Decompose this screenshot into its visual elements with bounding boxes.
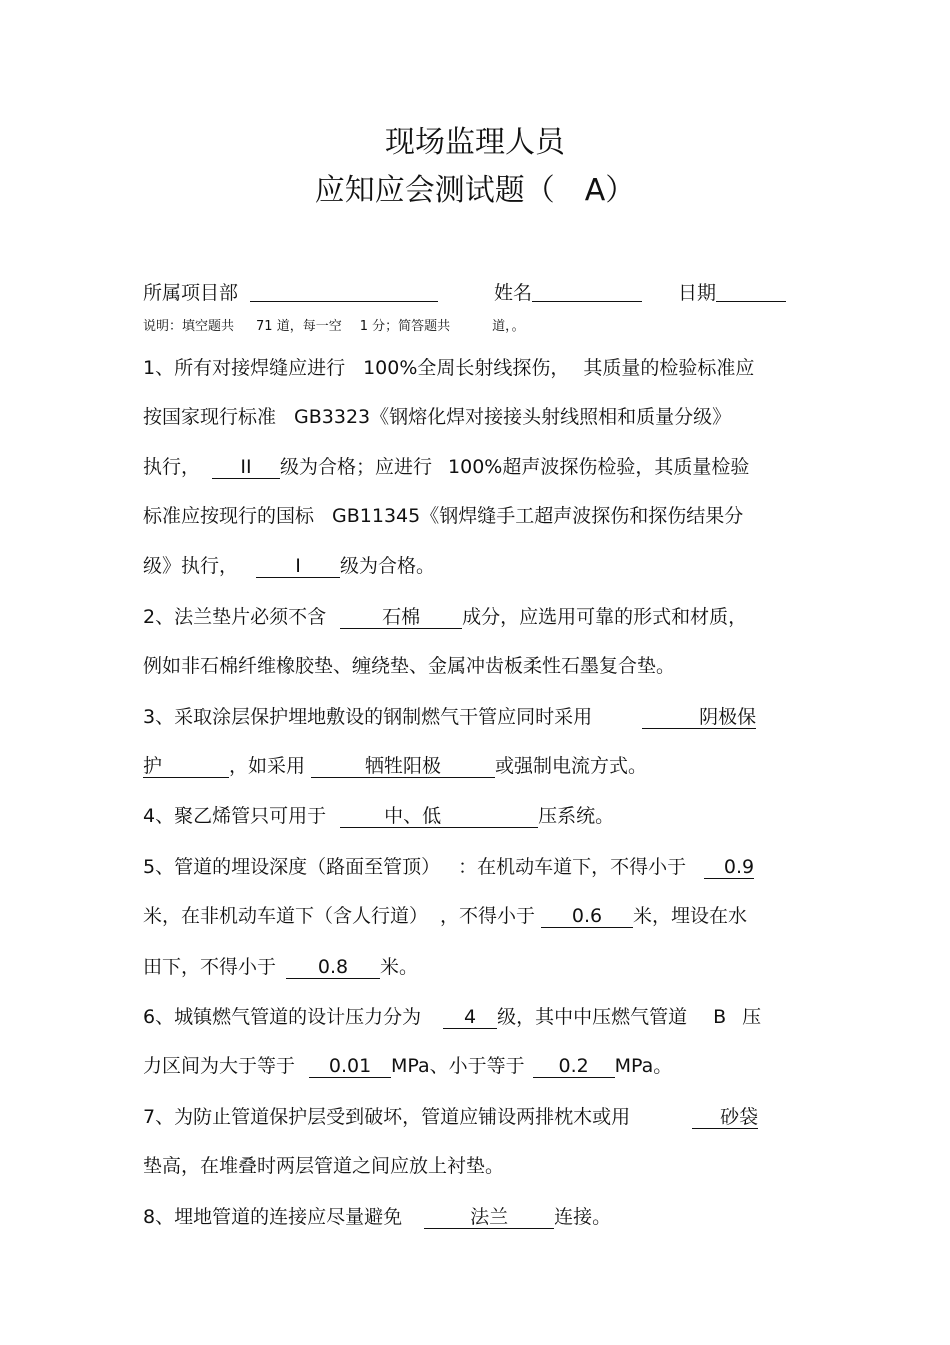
q6-line2 <box>143 1053 672 1079</box>
text: 级为合格。 <box>340 555 436 577</box>
q3-line1 <box>143 704 756 730</box>
q2-line2: 例如非石棉纤维橡胶垫、缠绕垫、金属冲齿板柔性石墨复合垫。 <box>143 655 676 677</box>
date-label: 日期 <box>678 282 717 304</box>
text: B <box>713 1006 727 1028</box>
text: 标准应按现行的国标 <box>143 505 315 527</box>
text: 连接。 <box>554 1206 612 1228</box>
text: 8、埋地管道的连接应尽量避免 <box>143 1206 403 1228</box>
q1-blank-1[interactable]: II <box>212 456 280 479</box>
text: 米，埋设在水 <box>633 905 748 927</box>
text: 1、所有对接焊缝应进行 <box>143 357 346 379</box>
text: 6、城镇燃气管道的设计压力分为 <box>143 1006 422 1028</box>
name-label: 姓名 <box>494 282 533 304</box>
text: 成分，应选用可靠的形式和材质， <box>462 606 748 628</box>
text: 3、采取涂层保护埋地敷设的钢制燃气干管应同时采用 <box>143 706 593 728</box>
page-title-line1: 现场监理人员 <box>385 125 565 160</box>
q2-line1 <box>143 604 747 630</box>
text: 100%全周长射线探伤， <box>363 357 570 379</box>
q7-line2: 垫高，在堆叠时两层管道之间应放上衬垫。 <box>143 1155 505 1177</box>
note-part: 1 分；简答题共 <box>359 319 451 334</box>
q5-blank-3[interactable]: 0.8 <box>286 956 380 979</box>
q5-line2 <box>143 903 747 929</box>
q3-blank-1a[interactable]: 阴极保 <box>642 706 756 729</box>
q3-blank-1b[interactable]: 护 <box>143 755 229 778</box>
q1-line4 <box>143 503 743 529</box>
text: 田下，不得小于 <box>143 956 277 978</box>
text: 5、管道的埋设深度（路面至管顶） <box>143 856 441 878</box>
q2-blank-1[interactable]: 石棉 <box>340 606 462 629</box>
note-part: 71 道，每一空 <box>256 319 342 334</box>
q1-line2 <box>143 404 731 430</box>
q8-blank[interactable]: 法兰 <box>424 1206 554 1229</box>
text: ，不得小于 <box>440 905 536 927</box>
text: 7、为防止管道保护层受到破坏，管道应铺设两排枕木或用 <box>143 1106 631 1128</box>
q7-line1 <box>143 1104 758 1130</box>
text: 米。 <box>380 956 419 978</box>
text: 4、聚乙烯管只可用于 <box>143 805 327 827</box>
title-text: 应知应会测试题（ <box>314 173 555 208</box>
q1-line3 <box>143 454 749 480</box>
q3-blank-2[interactable]: 牺牲阳极 <box>311 755 495 778</box>
text: GB3323《钢熔化焊对接接头射线照相和质量分级》 <box>294 406 732 428</box>
note-part: 说明：填空题共 <box>143 319 235 334</box>
q4-line <box>143 803 614 829</box>
text: 100%超声波探伤检验，其质量检验 <box>448 456 750 478</box>
text: 其质量的检验标准应 <box>583 357 755 379</box>
q1-blank-2[interactable]: I <box>256 555 340 578</box>
q5-line1 <box>143 854 754 880</box>
text: 执行， <box>143 456 201 478</box>
q6-blank-2[interactable]: 0.01 <box>309 1055 391 1078</box>
text: 或强制电流方式。 <box>495 755 648 777</box>
text: MPa。 <box>614 1055 673 1077</box>
text: 压 <box>742 1006 762 1028</box>
date-field[interactable] <box>716 281 786 302</box>
text: GB11345《钢焊缝手工超声波探伤和探伤结果分 <box>332 505 744 527</box>
title-version: A） <box>584 173 636 208</box>
text: 级，其中中压燃气管道 <box>497 1006 688 1028</box>
page-title-line2 <box>0 171 950 211</box>
blank-text: 中、低 <box>384 805 442 827</box>
q6-blank-3[interactable]: 0.2 <box>533 1055 615 1078</box>
text: ：在机动车道下，不得小于 <box>458 856 687 878</box>
project-label: 所属项目部 <box>143 282 239 304</box>
text: MPa、小于等于 <box>391 1055 525 1077</box>
name-field[interactable] <box>532 281 642 302</box>
text: 级》执行， <box>143 555 239 577</box>
header-row <box>143 280 786 306</box>
q6-blank-1[interactable]: 4 <box>443 1006 497 1029</box>
text: 力区间为大于等于 <box>143 1055 296 1077</box>
q5-blank-2[interactable]: 0.6 <box>541 905 633 928</box>
q1-line1 <box>143 355 754 381</box>
instructions <box>143 318 525 336</box>
text: ，如采用 <box>229 755 306 777</box>
text: 2、法兰垫片必须不含 <box>143 606 327 628</box>
project-field[interactable] <box>250 281 438 302</box>
note-part: 道，。 <box>492 319 525 334</box>
q5-line3 <box>143 954 418 980</box>
q6-line1 <box>143 1004 761 1030</box>
text: 按国家现行标准 <box>143 406 277 428</box>
text: 级为合格；应进行 <box>280 456 433 478</box>
q5-blank-1[interactable]: 0.9 <box>704 856 754 879</box>
q4-blank[interactable] <box>340 805 538 828</box>
text: 压系统。 <box>538 805 615 827</box>
q7-blank[interactable]: 砂袋 <box>692 1106 758 1129</box>
text: 米，在非机动车道下（含人行道） <box>143 905 429 927</box>
q3-line2 <box>143 753 647 779</box>
q8-line <box>143 1204 611 1230</box>
q1-line5 <box>143 553 435 579</box>
